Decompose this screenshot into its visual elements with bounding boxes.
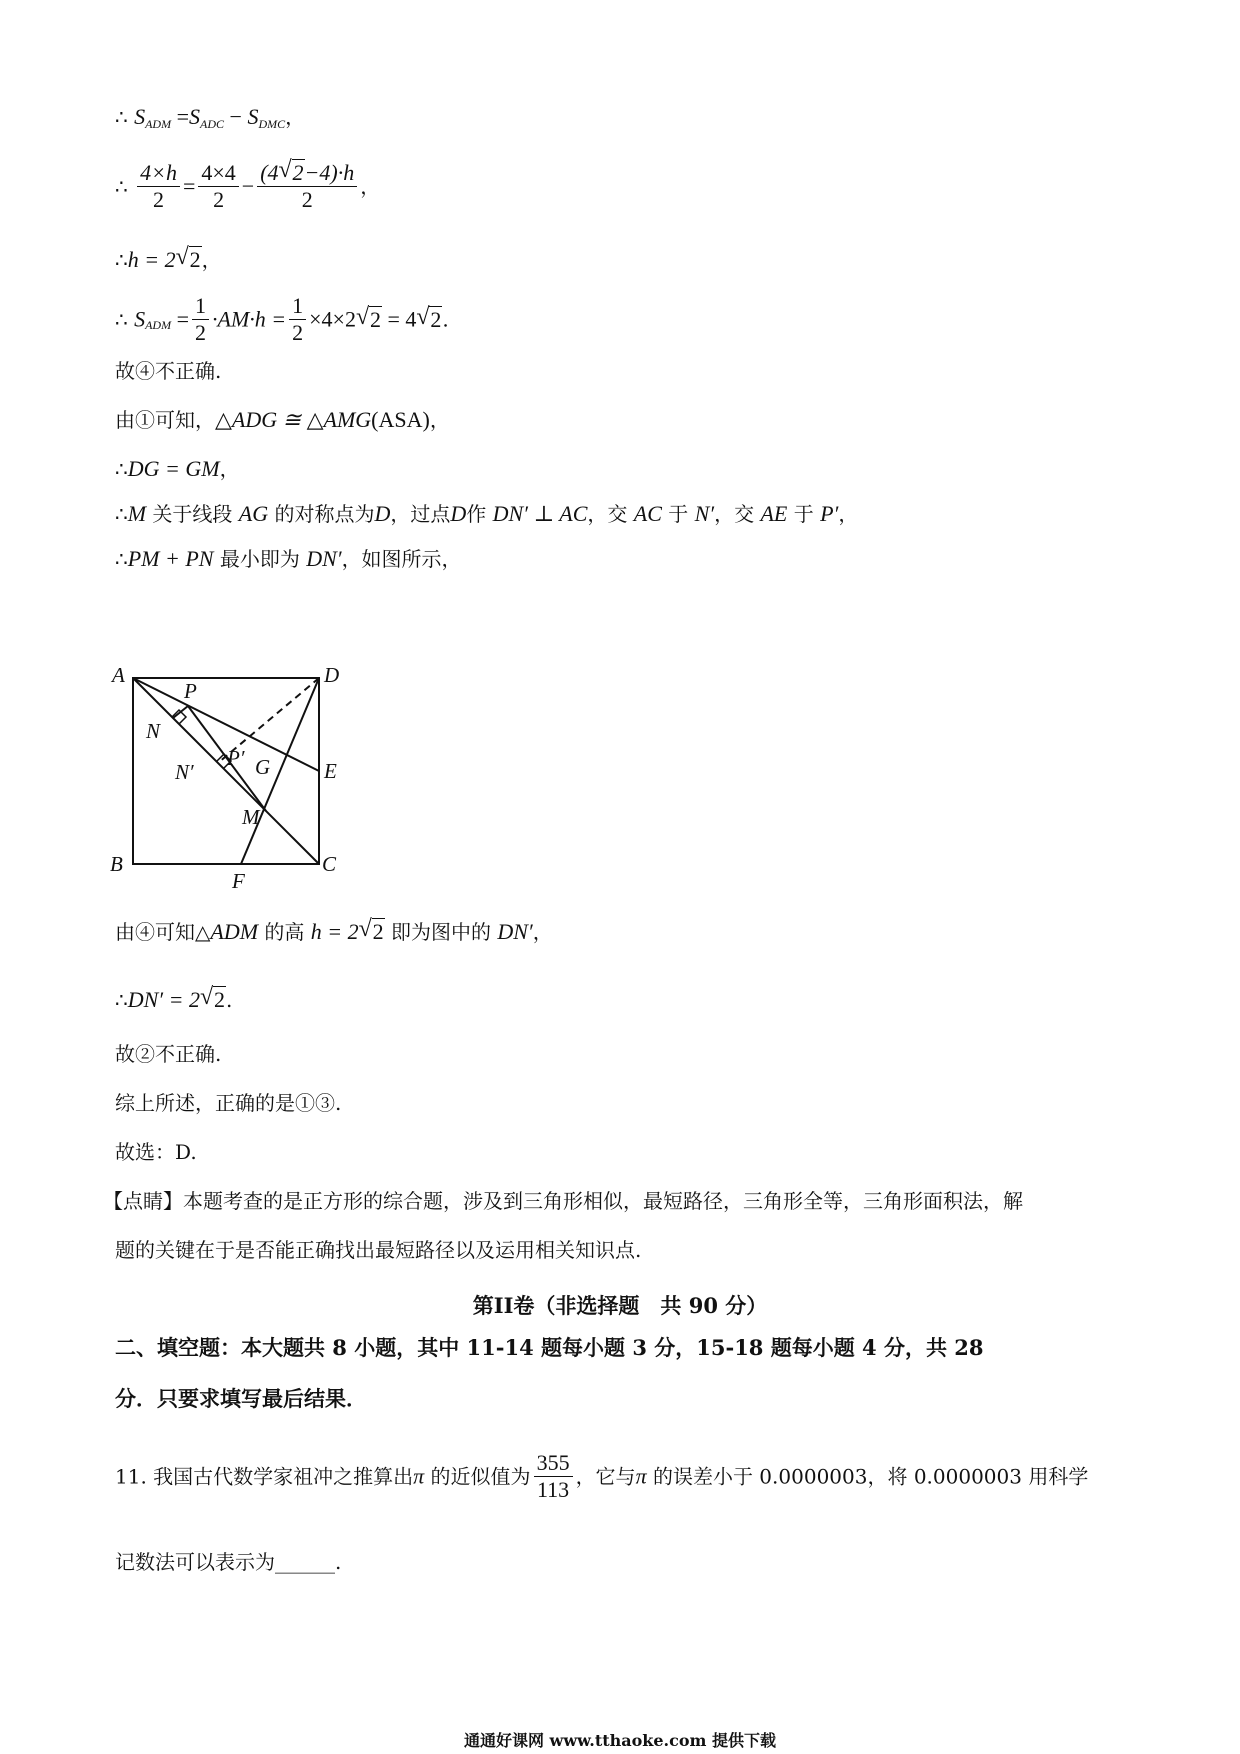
answer-line: 故选：D. (115, 1140, 197, 1164)
section-title: 第II卷（非选择题 共 90 分） (472, 1293, 768, 1318)
solution-line-4: ∴ $S_{ADM}$ = $\frac{1}{2}$ ·AM·h = $\frac{1}{2}$ ×4×2√ 2 = 4√ 2. (115, 293, 449, 346)
solution-line-2: ∴ $\frac{4\times h}{2}$ = $\frac{4\times 4}{2}$ − $\frac{(4√ 2-4)\cdot h}{2}$ ， (115, 160, 380, 213)
comment-line-1: 【点睛】本题考查的是正方形的综合题，涉及到三角形相似，最短路径，三角形全等，三角形面积法，解 (103, 1189, 1023, 1213)
question-11-line-2: 记数法可以表示为______. (115, 1550, 342, 1574)
square-geometry-figure (100, 660, 360, 890)
label-d: D (324, 663, 340, 687)
label-n: N (146, 719, 161, 743)
comment-line-2: 题的关键在于是否能正确找出最短路径以及运用相关知识点. (115, 1238, 642, 1262)
label-p-prime: P′ (227, 746, 245, 770)
label-g: G (255, 755, 271, 779)
label-e: E (324, 759, 337, 783)
solution-line-3: ∴h = 2√ 2， (115, 246, 222, 274)
label-c: C (322, 852, 337, 876)
segment-df (241, 678, 319, 864)
conclusion-2: 故②不正确. (115, 1042, 222, 1066)
solution-line-6: 由①可知，△ADG ≅ △AMG(ASA)， (115, 407, 450, 432)
label-n-prime: N′ (175, 760, 194, 784)
page-footer: 通通好课网 www.tthaoke.com 提供下载 (463, 1731, 777, 1750)
label-f: F (232, 869, 245, 890)
label-m: M (242, 805, 260, 829)
label-b: B (110, 852, 123, 876)
solution-line-11: ∴DN′ = 2√ 2. (115, 986, 232, 1014)
solution-line-7: ∴DG = GM， (115, 456, 240, 481)
part-two-heading-1: 二、填空题：本大题共 8 小题，其中 11-14 题每小题 3 分，15-18 题每小题 4 分，共 28 (115, 1335, 984, 1360)
diagonal-ac (133, 678, 319, 864)
question-11-line-1: 11. 我国古代数学家祖冲之推算出π 的近似值为 $\frac{355}{113}$ ，它与π 的误差小于 0.0000003，将 0.0000003 用科学 (115, 1450, 1089, 1502)
solution-line-10: 由④可知△ADM 的高 h = 2√ 2 即为图中的 DN′， (115, 918, 553, 946)
label-p: P (184, 679, 197, 703)
summary-line: 综上所述，正确的是①③. (115, 1091, 342, 1115)
solution-line-8: ∴M 关于线段 AG 的对称点为D，过点D作 DN′ ⊥ AC，交 AC 于 N′，交 AE 于 P′， (115, 501, 859, 526)
solution-line-9: ∴PM + PN 最小即为 DN′，如图所示， (115, 546, 462, 571)
conclusion-4: 故④不正确. (115, 359, 222, 383)
label-a: A (112, 663, 125, 687)
solution-line-1: ∴ $S_{ADM} =S_{ADC} - S_{DMC}$， (115, 104, 306, 131)
part-two-heading-2: 分．只要求填写最后结果． (115, 1386, 367, 1411)
